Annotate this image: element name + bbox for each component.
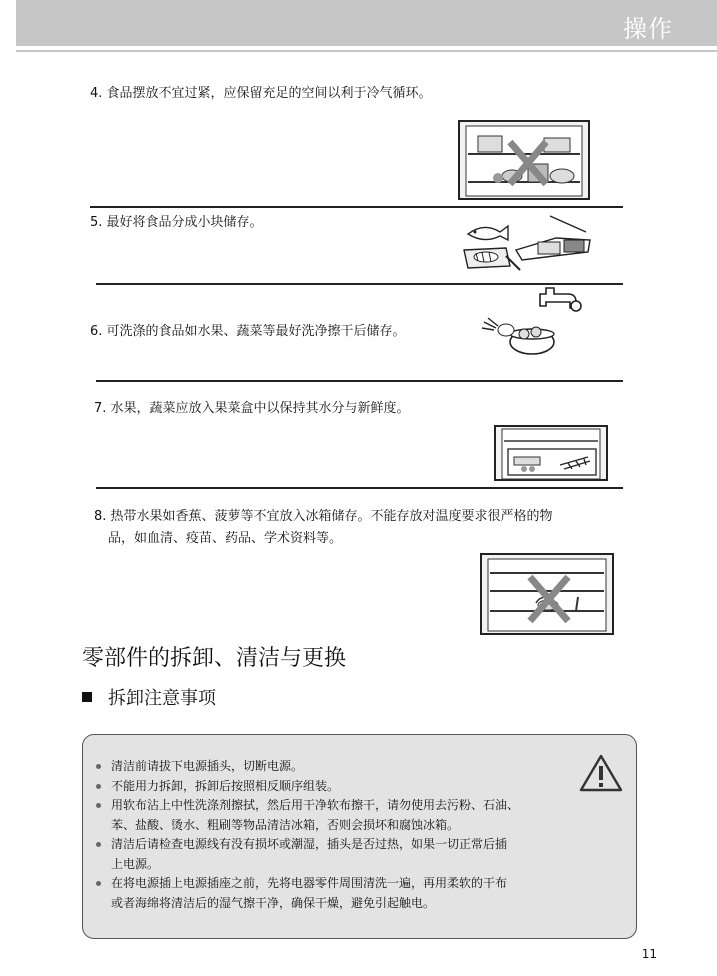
caution-notice-box: [82, 734, 637, 939]
divider-4: [90, 206, 623, 208]
caution-item: 清洁后请检查电源线有没有损坏或潮湿，插头是否过热，如果一切正常后插 上电源。: [93, 835, 563, 874]
item-6-text: 6. 可洗涤的食品如水果、蔬菜等最好洗净擦干后储存。: [90, 324, 406, 339]
divider-6: [96, 380, 623, 382]
item-4-text: 4. 食品摆放不宜过紧，应保留充足的空间以利于冷气循环。: [90, 86, 432, 101]
header-bar: [16, 0, 717, 46]
caution-item: 清洁前请拔下电源插头，切断电源。: [93, 757, 563, 777]
header-divider: [16, 50, 717, 52]
overcrowded-fridge-illustration: [458, 120, 590, 200]
portioned-food-illustration: [462, 212, 594, 276]
item-8-line2: 品，如血清、疫苗、药品、学术资料等。: [108, 531, 343, 546]
caution-list: [93, 757, 563, 913]
section-title: 零部件的拆卸、清洁与更换: [82, 646, 347, 671]
washing-produce-illustration: [476, 284, 584, 358]
subsection-label: 拆卸注意事项: [108, 688, 216, 709]
subsection-title: [82, 684, 216, 710]
caution-item: 在将电源插上电源插座之前，先将电器零件周围清洗一遍，再用柔软的干布 或者海绵将清洁后的湿气擦干净，确保干燥，避免引起触电。: [93, 874, 563, 913]
item-8-text: [94, 506, 553, 550]
warning-triangle-icon: [578, 753, 624, 793]
item-5-text: 5. 最好将食品分成小块储存。: [90, 215, 263, 230]
tropical-fruit-fridge-illustration: [480, 553, 614, 635]
item-7-text: 7. 水果，蔬菜应放入果菜盒中以保持其水分与新鲜度。: [94, 401, 410, 416]
caution-item: 用软布沾上中性洗涤剂擦拭，然后用干净软布擦干，请勿使用去污粉、石油、 苯、盐酸、烫水、粗刷等物品清洁冰箱，否则会损坏和腐蚀冰箱。: [93, 796, 563, 835]
page-number: 11: [641, 947, 657, 961]
square-bullet-icon: [82, 692, 92, 702]
divider-7: [96, 487, 623, 489]
item-8-line1: 8. 热带水果如香蕉、菠萝等不宜放入冰箱储存。不能存放对温度要求很严格的物: [94, 509, 553, 524]
header-title: 操作: [623, 15, 673, 43]
caution-item: 不能用力拆卸，拆卸后按照相反顺序组装。: [93, 777, 563, 797]
crisper-drawer-illustration: [494, 425, 608, 481]
